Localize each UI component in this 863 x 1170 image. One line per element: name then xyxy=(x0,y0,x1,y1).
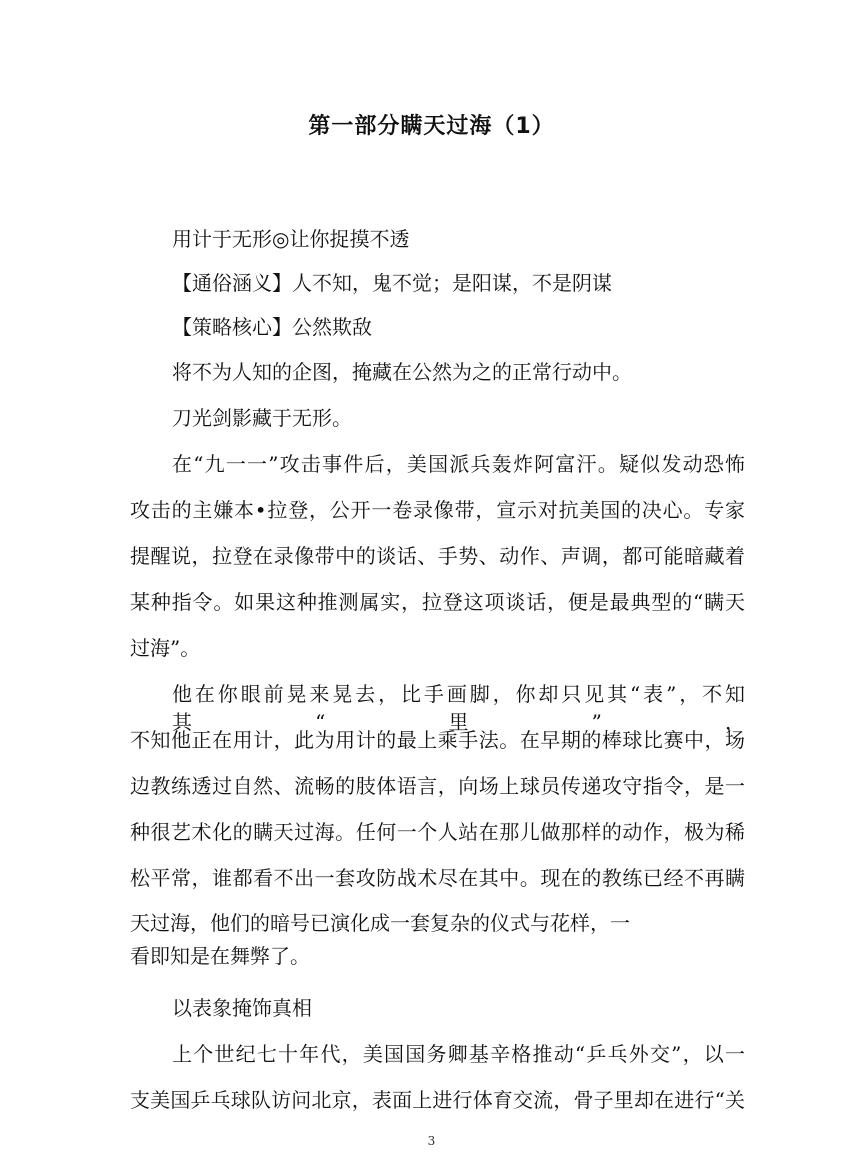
text-line: 刀光剑影藏于无形。 xyxy=(172,406,352,430)
text-line: 看即知是在舞弊了。 xyxy=(130,944,310,968)
subheading-line: 以表象掩饰真相 xyxy=(172,996,312,1020)
text-line: 他在你眼前晃来晃去，比手画脚，你却只见其“表”，不知其“里”， xyxy=(172,682,745,734)
text-line: 将不为人知的企图，掩藏在公然为之的正常行动中。 xyxy=(172,360,632,384)
text-line: 某种指令。如果这种推测属实，拉登这项谈话，便是最典型的“瞒天 xyxy=(130,590,745,614)
text-line: 种很艺术化的瞒天过海。任何一个人站在那儿做那样的动作，极为稀 xyxy=(130,820,745,844)
text-line: 松平常，谁都看不出一套攻防战术尽在其中。现在的教练已经不再瞒 xyxy=(130,866,745,890)
text-line: 边教练透过自然、流畅的肢体语言，向场上球员传递攻守指令，是一 xyxy=(130,774,745,798)
page-title: 第一部分瞒天过海（1） xyxy=(308,114,555,139)
text-line: 攻击的主嫌本•拉登，公开一卷录像带，宣示对抗美国的决心。专家 xyxy=(130,498,745,522)
text-line: 支美国乒乓球队访问北京，表面上进行体育交流，骨子里却在进行“关 xyxy=(130,1088,745,1112)
page-number: 3 xyxy=(427,1134,436,1148)
text-line: 在“九一一”攻击事件后，美国派兵轰炸阿富汗。疑似发动恐怖 xyxy=(172,452,745,476)
text-line: 过海”。 xyxy=(130,636,201,660)
text-line: 上个世纪七十年代，美国国务卿基辛格推动“乒乓外交”，以一 xyxy=(172,1042,745,1066)
subheading-line: 用计于无形◎让你捉摸不透 xyxy=(172,227,410,251)
text-line: 提醒说，拉登在录像带中的谈话、手势、动作、声调，都可能暗藏着 xyxy=(130,544,745,568)
text-line: 不知他正在用计，此为用计的最上乘手法。在早期的棒球比赛中，场 xyxy=(130,728,745,752)
text-line: 【策略核心】公然欺敌 xyxy=(172,315,372,339)
text-line: 【通俗涵义】人不知，鬼不觉；是阳谋，不是阴谋 xyxy=(172,271,612,295)
text-line: 天过海，他们的暗号已演化成一套复杂的仪式与花样，一 xyxy=(130,911,630,935)
